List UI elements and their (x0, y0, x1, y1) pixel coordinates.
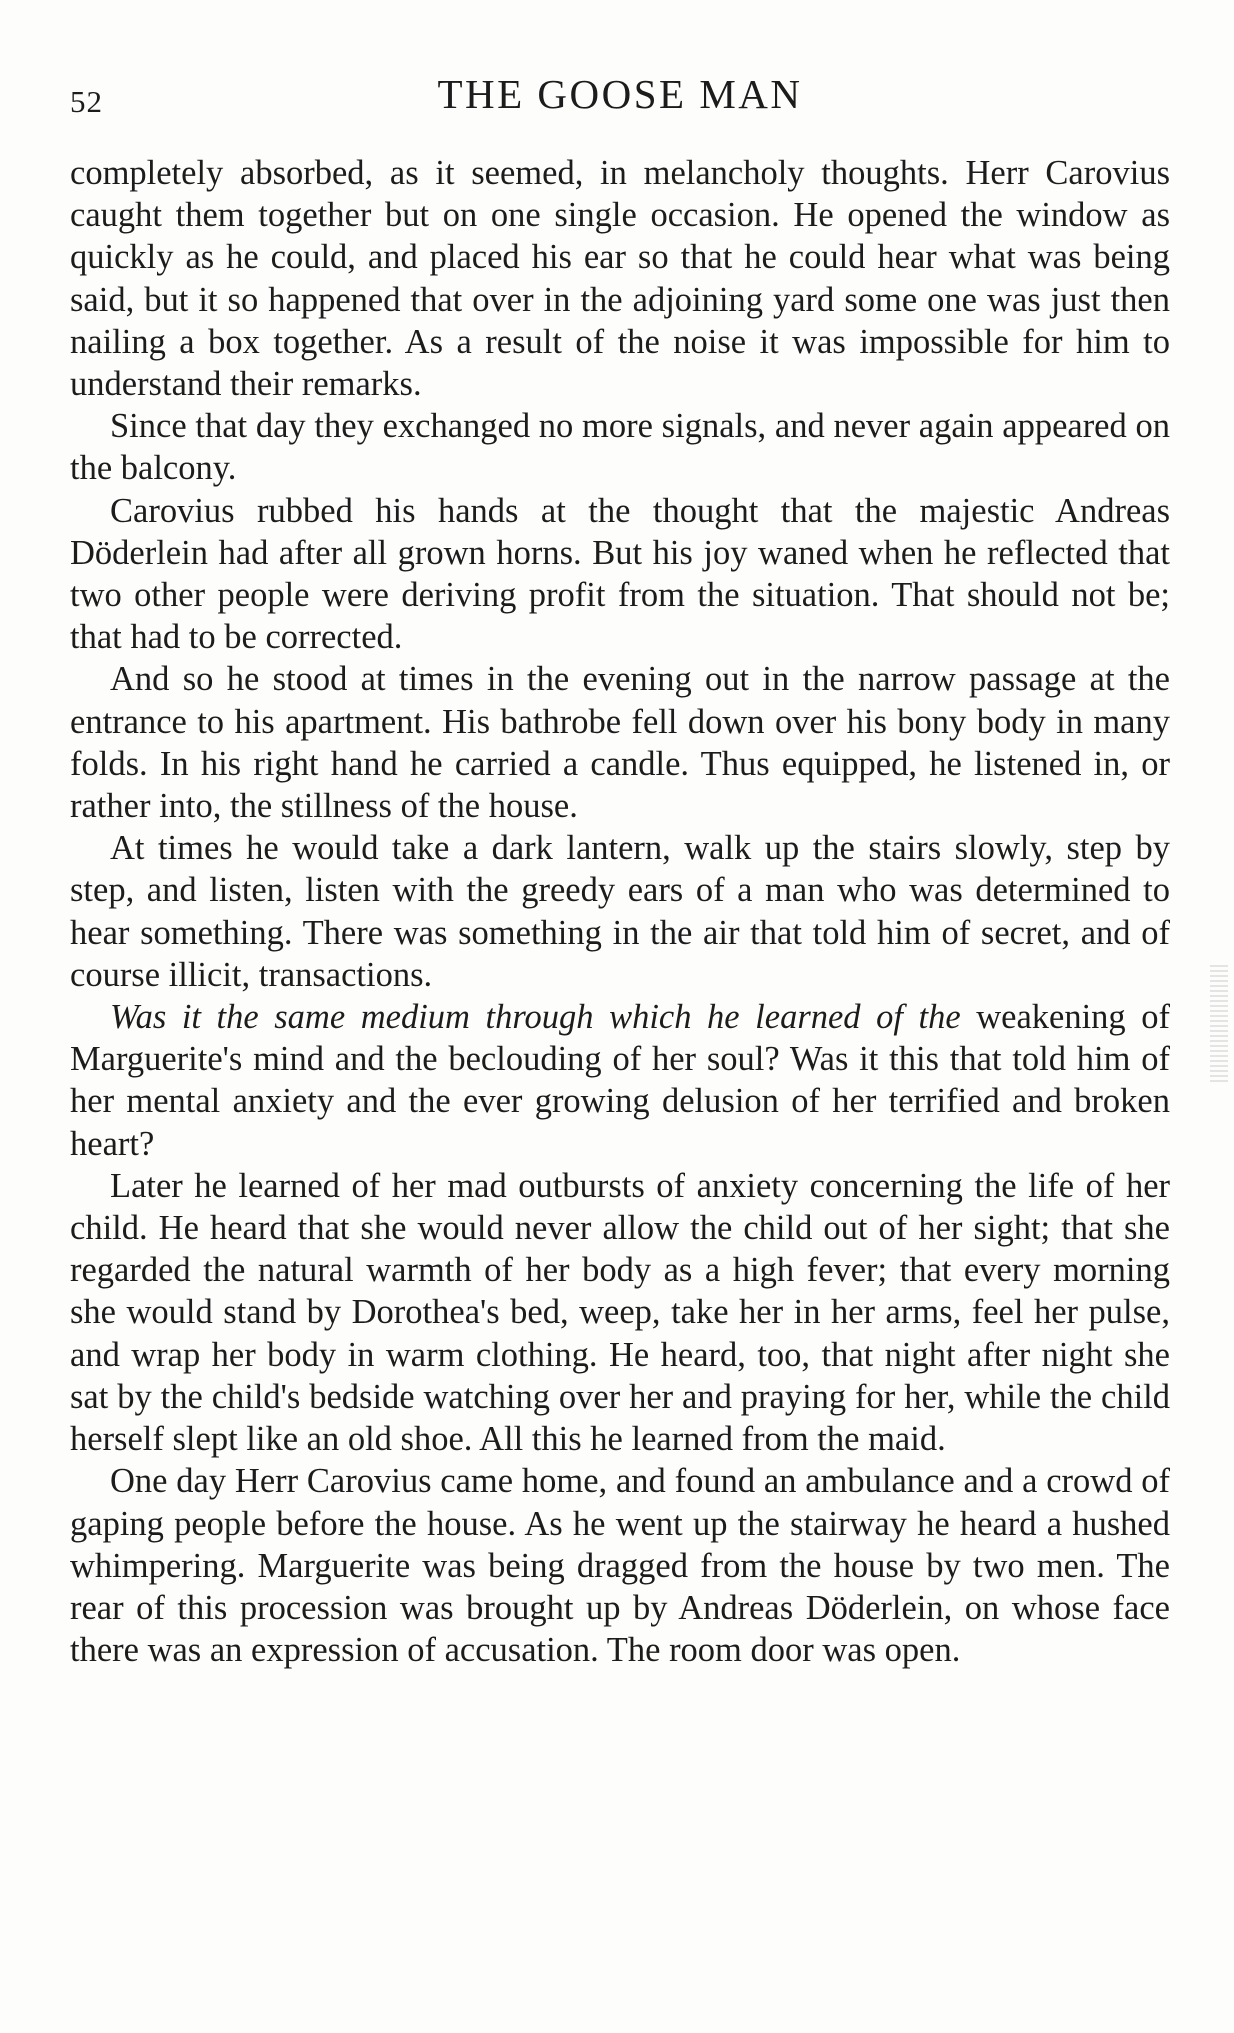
paragraph: Was it the same medium through which he learned of the weakening of Marguerite's mind and the beclouding of her soul? Was it this that told him of her mental anxiety and the ever growing delusion of her terrified and broken heart? (70, 998, 1170, 1163)
body-text (70, 152, 1170, 1671)
italic-phrase: Was it the same medium through which he learned of the (110, 998, 961, 1037)
paragraph: Carovius rubbed his hands at the thought that the majestic Andreas Döderlein had after all grown horns. But his joy waned when he reflected that two other people were deriving profit from the situation. That should not be; that had to be corrected. (70, 491, 1170, 657)
paragraph: Later he learned of her mad outbursts of anxiety concerning the life of her child. He heard that she would never allow the child out of her sight; that she regarded the natural warmth of her body as a high fever; that every morning she would stand by Dorothea's bed, weep, take her in her arms, feel her pulse, and wrap her body in warm clothing. He heard, too, that night after night she sat by the child's bedside watching over her and praying for her, while the child herself slept like an old shoe. All this he learned from the maid. (70, 1166, 1170, 1459)
scan-margin-mark (1210, 965, 1228, 1085)
paragraph: At times he would take a dark lantern, walk up the stairs slowly, step by step, and listen, listen with the greedy ears of a man who was determined to hear something. There was something in the air that told him of secret, and of course illicit, transactions. (70, 829, 1170, 994)
running-head: THE GOOSE MAN (437, 71, 803, 117)
paragraph: And so he stood at times in the evening out in the narrow passage at the entrance to his apartment. His bathrobe fell down over his bony body in many folds. In his right hand he carried a candle. Thus equipped, he listened in, or rather into, the stillness of the house. (70, 660, 1170, 826)
page-header (70, 70, 1170, 130)
paragraph: completely absorbed, as it seemed, in melancholy thoughts. Herr Carovius caught them together but on one single occasion. He opened the window as quickly as he could, and placed his ear so that he could hear what was being said, but it so happened that over in the adjoining yard some one was just then nailing a box together. As a result of the noise it was impossible for him to understand their remarks. (70, 154, 1170, 404)
paragraph: One day Herr Carovius came home, and found an ambulance and a crowd of gaping people before the house. As he went up the stairway he heard a hushed whimpering. Marguerite was being dragged from the house by two men. The rear of this procession was brought up by Andreas Döderlein, on whose face there was an expression of accusation. The room door was open. (70, 1462, 1170, 1670)
page-number: 52 (70, 84, 103, 119)
paragraph: Since that day they exchanged no more signals, and never again appeared on the balcony. (70, 407, 1170, 488)
